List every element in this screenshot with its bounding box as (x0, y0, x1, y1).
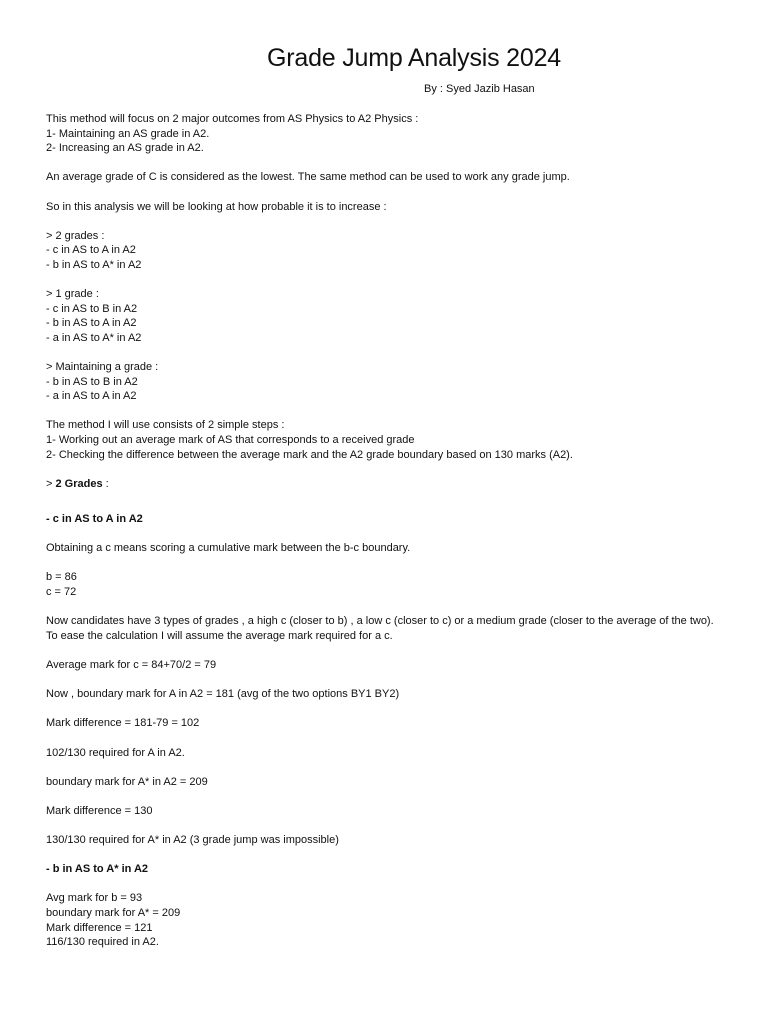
section-heading (46, 477, 726, 492)
two-grades-item: - b in AS to A* in A2 (46, 258, 142, 271)
two-grades-item: - c in AS to A in A2 (46, 244, 136, 257)
method-line: 2- Checking the difference between the average mark and the A2 grade boundary based on 130 marks (A2). (46, 448, 573, 461)
boundary-value: b = 86 (46, 571, 77, 584)
intro-line: 1- Maintaining an AS grade in A2. (46, 127, 210, 140)
calculation-line: boundary mark for A* in A2 = 209 (46, 775, 208, 788)
calculation-line: Now , boundary mark for A in A2 = 181 (avg of the two options BY1 BY2) (46, 688, 400, 701)
calculation-line: Avg mark for b = 93 (46, 892, 143, 905)
calculation-line: boundary mark for A* = 209 (46, 907, 181, 920)
maintain-item: > Maintaining a grade : (46, 361, 159, 374)
section-suffix: : (105, 477, 109, 490)
calculation-line: Mark difference = 121 (46, 921, 153, 934)
paragraph: Now candidates have 3 types of grades , a high c (closer to b) , a low c (closer to c) or a medium grade (closer to the average of the two). To ease the calculation I will assume the average mark required for a c. (46, 615, 714, 642)
method-line: The method I will use consists of 2 simple steps : (46, 419, 285, 432)
subsection-heading: - b in AS to A* in A2 (46, 863, 149, 876)
one-grade-item: - b in AS to A in A2 (46, 317, 137, 330)
one-grade-item: - c in AS to B in A2 (46, 302, 138, 315)
calculation-line: Average mark for c = 84+70/2 = 79 (46, 658, 217, 671)
subsection-heading: - c in AS to A in A2 (46, 513, 143, 526)
method-line: 1- Working out an average mark of AS that corresponds to a received grade (46, 434, 415, 447)
intro-line: This method will focus on 2 major outcomes from AS Physics to A2 Physics : (46, 113, 419, 125)
section-heading-text: 2 Grades (55, 477, 103, 490)
calculation-line: 116/130 required in A2. (46, 936, 159, 949)
one-grade-item: > 1 grade : (46, 288, 99, 301)
one-grade-item: - a in AS to A* in A2 (46, 331, 142, 344)
calculation-line: 130/130 required for A* in A2 (3 grade jump was impossible) (46, 834, 339, 847)
analysis-intro: So in this analysis we will be looking at how probable it is to increase : (46, 200, 387, 213)
maintain-item: - a in AS to A in A2 (46, 390, 137, 403)
document-body (46, 112, 726, 950)
paragraph: Obtaining a c means scoring a cumulative mark between the b-c boundary. (46, 542, 411, 555)
calculation-line: Mark difference = 181-79 = 102 (46, 717, 200, 730)
lowest-grade-note: An average grade of C is considered as the lowest. The same method can be used to work any grade jump. (46, 171, 570, 184)
intro-line: 2- Increasing an AS grade in A2. (46, 142, 204, 155)
document-title: Grade Jump Analysis 2024 (267, 44, 561, 72)
maintain-item: - b in AS to B in A2 (46, 375, 138, 388)
calculation-line: Mark difference = 130 (46, 804, 153, 817)
two-grades-item: > 2 grades : (46, 229, 105, 242)
author-byline: By : Syed Jazib Hasan (424, 83, 535, 95)
boundary-value: c = 72 (46, 586, 77, 598)
calculation-line: 102/130 required for A in A2. (46, 746, 185, 759)
section-prefix: > (46, 477, 53, 490)
